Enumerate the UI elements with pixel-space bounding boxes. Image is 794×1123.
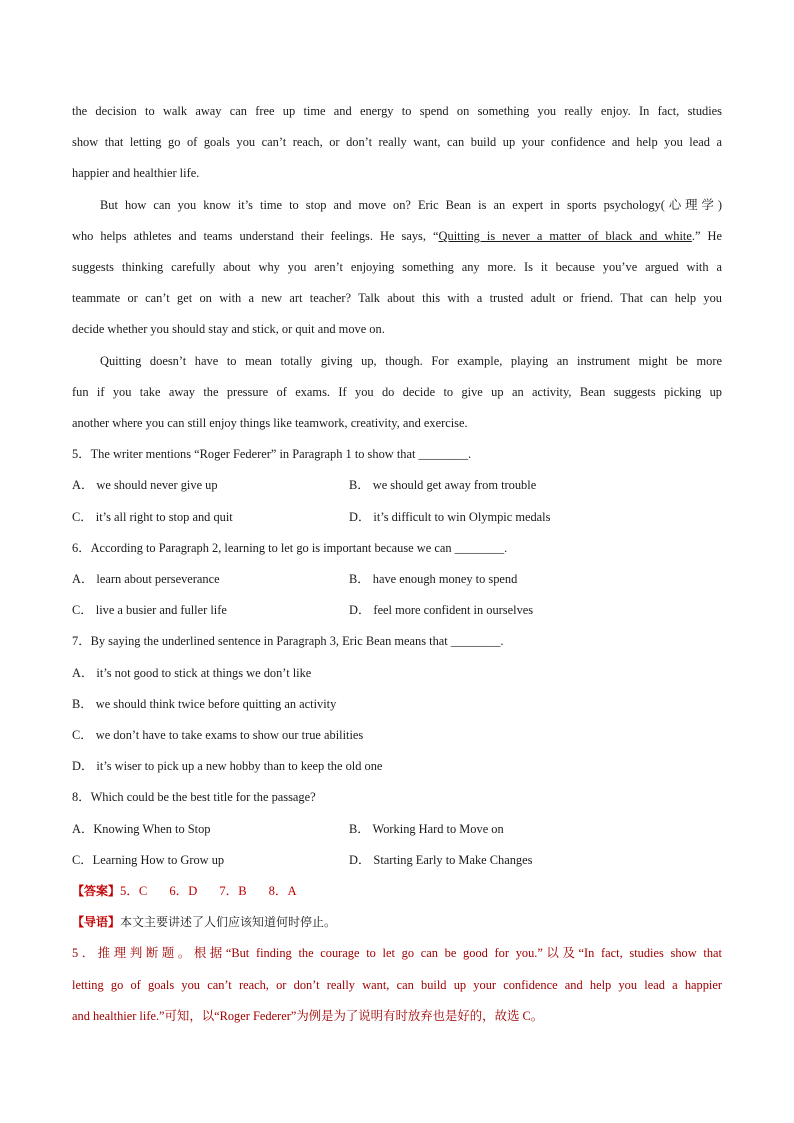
option-row [72, 470, 722, 501]
option-c: C． we don’t have to take exams to show our true abilities [72, 728, 364, 743]
option-c: C． live a busier and fuller life [72, 603, 227, 618]
passage-line: teammate or can’t get on with a new art teacher? Talk about this with a trusted adult or friend. That can help you [72, 291, 722, 306]
passage-line: decide whether you should stay and stick, or quit and move on. [72, 322, 385, 337]
analysis-line: and healthier life.”可知，以“Roger Federer”为例是为了说明有时放弃也是好的，故选 C。 [72, 1008, 544, 1023]
answer-item: 5．C [120, 884, 148, 899]
guide-line [72, 907, 722, 938]
passage-line: fun if you take away the pressure of exams. If you do decide to give up an activity, Bean suggests picking up [72, 384, 722, 399]
analysis-line: letting go of goals you can’t reach, or don’t really want, can build up your confidence and help you lead a happier [72, 977, 722, 992]
option-d: D． it’s wiser to pick up a new hobby than to keep the old one [72, 759, 383, 774]
option-a: A．Knowing When to Stop [72, 821, 211, 836]
option-row [72, 564, 722, 595]
option-row [72, 845, 722, 876]
option-d: D． it’s difficult to win Olympic medals [349, 509, 551, 524]
option-a: A． learn about perseverance [72, 572, 220, 587]
option-row [72, 814, 722, 845]
option-c: C．Learning How to Grow up [72, 852, 225, 867]
option-b: B． we should think twice before quitting an activity [72, 696, 337, 711]
option-b: B． have enough money to spend [349, 572, 518, 587]
passage-line [72, 221, 722, 252]
question-stem: 5．The writer mentions “Roger Federer” in Paragraph 1 to show that ________. [72, 447, 472, 462]
option-c: C． it’s all right to stop and quit [72, 509, 233, 524]
option-row [72, 502, 722, 533]
answer-label: 【答案】 [72, 884, 121, 899]
option-b: B． we should get away from trouble [349, 478, 537, 493]
option-d: D． Starting Early to Make Changes [349, 852, 533, 867]
question-stem: 6．According to Paragraph 2, learning to let go is important because we can ________. [72, 540, 508, 555]
answer-item: 8．A [268, 884, 297, 899]
underlined-sentence: Quitting is never a matter of black and white [438, 228, 692, 243]
passage-line: the decision to walk away can free up time and energy to spend on something you really enjoy. In fact, studies [72, 104, 722, 118]
option-b: B． Working Hard to Move on [349, 821, 504, 836]
option-d: D． feel more confident in ourselves [349, 603, 534, 618]
guide-text: 本文主要讲述了人们应该知道何时停止。 [120, 915, 337, 930]
passage-line: show that letting go of goals you can’t reach, or don’t really want, can build up your confidence and help you lead a [72, 135, 722, 150]
passage-line: But how can you know it’s time to stop and move on? Eric Bean is an expert in sports psychology(心理学) [100, 197, 722, 212]
answer-key [72, 876, 722, 907]
passage-line: suggests thinking carefully about why you aren’t enjoying something any more. Is it because you’ve argued with a [72, 260, 722, 275]
question-stem: 7．By saying the underlined sentence in Paragraph 3, Eric Bean means that ________. [72, 634, 504, 649]
answer-item: 7．B [219, 884, 247, 899]
answer-item: 6．D [169, 884, 198, 899]
option-row [72, 595, 722, 626]
question-stem: 8．Which could be the best title for the passage? [72, 790, 316, 805]
analysis-line: 5．推理判断题。根据“But finding the courage to let go can be good for you.”以及“In fact, studies show that [72, 946, 722, 961]
option-a: A． it’s not good to stick at things we don’t like [72, 665, 312, 680]
option-a: A． we should never give up [72, 478, 218, 493]
passage-line: happier and healthier life. [72, 166, 200, 181]
passage-line: another where you can still enjoy things like teamwork, creativity, and exercise. [72, 416, 468, 431]
document-page [72, 96, 722, 1032]
passage-text: who helps athletes and teams understand their feelings. He says, “ [72, 228, 439, 243]
guide-label: 【导语】 [72, 915, 121, 930]
passage-text: .” He [691, 228, 722, 243]
passage-line: Quitting doesn’t have to mean totally giving up, though. For example, playing an instrument might be more [100, 353, 722, 368]
